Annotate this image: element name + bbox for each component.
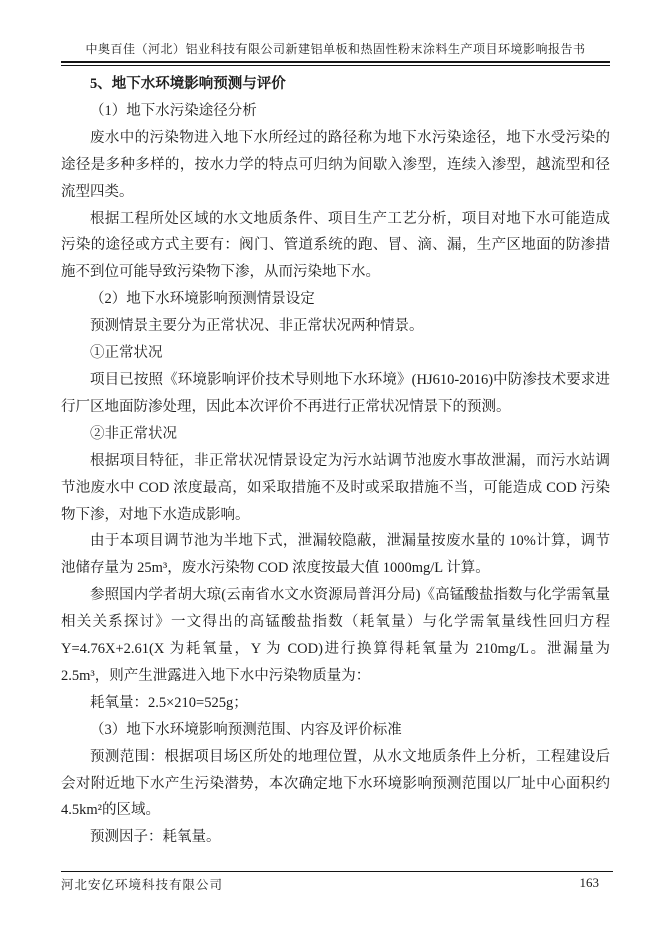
paragraph-5: 预测情景主要分为正常状况、非正常状况两种情景。: [90, 318, 424, 335]
paragraph-1: （1）地下水污染途径分析: [90, 102, 257, 119]
paragraph-13: （3）地下水环境影响预测范围、内容及评价标准: [90, 721, 402, 738]
paragraph-9: 根据项目特征，非正常状况情景设定为污水站调节池废水事故泄漏，而污水站调节池废水中 COD 浓度最高，如采取措施不及时或采取措施不当，可能造成 COD 污染物下渗，对地下水造成影响。: [61, 452, 610, 523]
paragraph-11: 参照国内学者胡大琼(云南省水文水资源局普洱分局)《高锰酸盐指数与化学需氧量相关关系探讨》一文得出的高锰酸盐指数（耗氧量）与化学需氧量线性回归方程 Y=4.76X+2.61(X 为耗氧量，Y 为 COD)进行换算得耗氧量为 210mg/L。泄漏量为 2.5m³，则产生泄露进入地下水中污染物质量为：: [61, 587, 610, 684]
paragraph-2: 废水中的污染物进入地下水所经过的路径称为地下水污染途径，地下水受污染的途径是多种多样的，按水力学的特点可归纳为间歇入渗型，连续入渗型，越流型和径流型四类。: [61, 129, 610, 200]
paragraph-4: （2）地下水环境影响预测情景设定: [90, 291, 315, 308]
paragraph-7: 项目已按照《环境影响评价技术导则地下水环境》(HJ610-2016)中防渗技术要求进行厂区地面防渗处理，因此本次评价不再进行正常状况情景下的预测。: [61, 371, 610, 415]
paragraph-3: 根据工程所处区域的水文地质条件、项目生产工艺分析，项目对地下水可能造成污染的途径或方式主要有：阀门、管道系统的跑、冒、滴、漏，生产区地面的防渗措施不到位可能导致污染物下渗，从而污染地下水。: [61, 210, 610, 281]
footer-divider: [61, 871, 613, 872]
paragraph-10: 由于本项目调节池为半地下式，泄漏较隐蔽，泄漏量按废水量的 10%计算，调节池储存量为 25m³，废水污染物 COD 浓度按最大值 1000mg/L 计算。: [61, 533, 610, 577]
paragraph-8: ②非正常状况: [90, 425, 177, 442]
paragraph-12: 耗氧量：2.5×210=525g；: [90, 694, 248, 711]
page-number: 163: [579, 875, 599, 890]
document-body: [61, 71, 610, 851]
paragraph-14: 预测范围：根据项目场区所处的地理位置，从水文地质条件上分析，工程建设后会对附近地下水产生污染潜势，本次确定地下水环境影响预测范围以厂址中心面积约4.5km²的区域。: [61, 748, 610, 819]
paragraph-6: ①正常状况: [90, 345, 163, 362]
section-heading: 5、地下水环境影响预测与评价: [90, 76, 286, 92]
page-header-title: 中奥百佳（河北）铝业科技有限公司新建铝单板和热固性粉末涂料生产项目环境影响报告书: [85, 42, 586, 56]
footer-company-name: 河北安亿环境科技有限公司: [61, 878, 224, 892]
paragraph-15: 预测因子：耗氧量。: [90, 829, 221, 846]
page-footer: [61, 875, 613, 893]
header-divider: [61, 61, 610, 66]
